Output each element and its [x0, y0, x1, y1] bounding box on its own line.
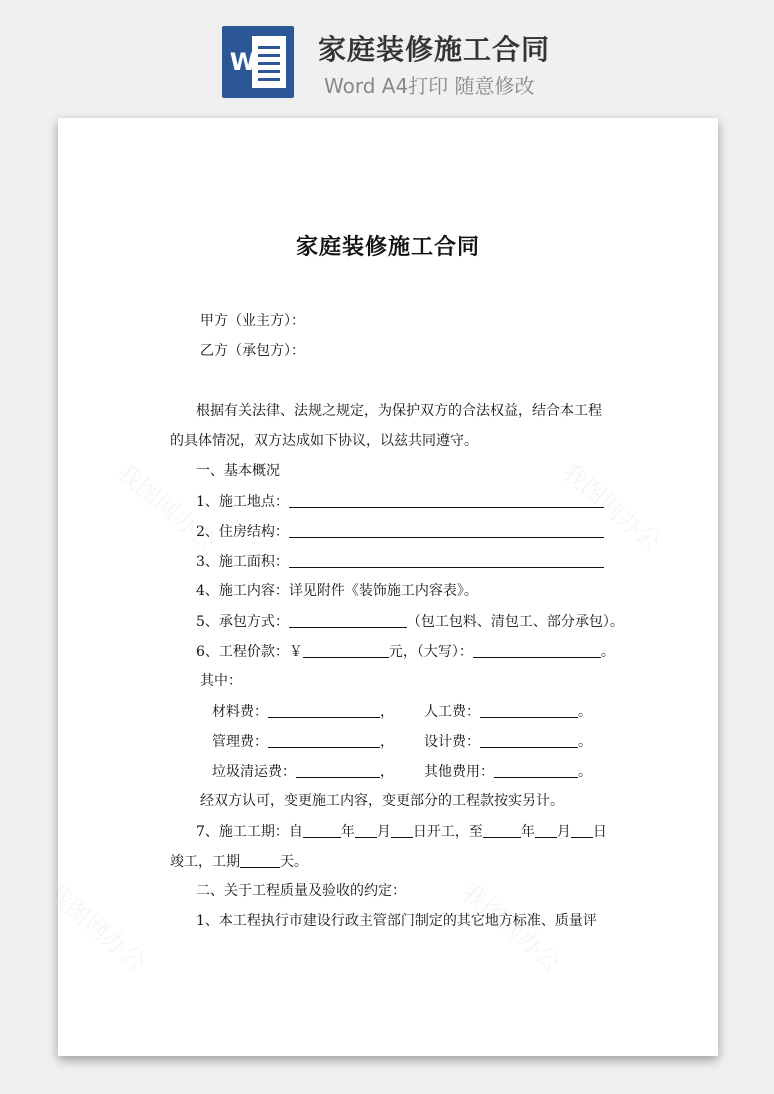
month-text: 月 [376, 824, 391, 840]
comma: ， [380, 764, 394, 780]
blank-field [303, 641, 389, 658]
structure-label: 2、住房结构： [196, 524, 289, 540]
document-title: 家庭装修施工合同 [295, 234, 480, 260]
section-heading: 二、关于工程质量及验收的约定： [196, 883, 406, 899]
word-logo-letter: W [229, 48, 257, 76]
blank-field [289, 491, 604, 508]
intro-paragraph-line: 的具体情况，双方达成如下协议，以兹共同遵守。 [170, 433, 478, 449]
watermark [58, 874, 155, 978]
period: 。 [578, 734, 592, 750]
comma: ， [380, 734, 394, 750]
other-label: 其他费用： [424, 764, 494, 780]
area-line [196, 551, 604, 572]
fee-line [212, 761, 394, 782]
quality-line: 1、本工程执行市建设行政主管部门制定的其它地方标准、质量评 [196, 913, 597, 929]
price-label: 6、工程价款：￥ [196, 644, 303, 660]
schedule-line [196, 821, 607, 842]
design-label: 设计费： [424, 734, 480, 750]
banner-header [0, 0, 774, 110]
contract-line [196, 611, 624, 632]
blank-field [289, 521, 604, 538]
days-text: 天。 [280, 854, 308, 870]
month-text: 月 [556, 824, 571, 840]
banner-subtitle: Word A4打印 随意修改 [324, 74, 535, 98]
blank-field [240, 851, 280, 868]
material-label: 材料费： [212, 704, 268, 720]
change-note-line: 经双方认可，变更施工内容，变更部分的工程款按实另计。 [200, 793, 564, 809]
blank-field [289, 611, 407, 628]
blank-field [480, 731, 578, 748]
site-line [196, 491, 604, 512]
structure-line [196, 521, 604, 542]
price-end: 。 [600, 644, 615, 660]
management-label: 管理费： [212, 734, 268, 750]
garbage-label: 垃圾清运费： [212, 764, 296, 780]
blank-field [391, 821, 413, 838]
price-line [196, 641, 615, 662]
blank-field [535, 821, 557, 838]
blank-field [296, 761, 380, 778]
contract-hint: （包工包料、清包工、部分承包）。 [406, 614, 624, 630]
blank-field [289, 551, 604, 568]
fee-line [424, 731, 592, 752]
blank-field [268, 731, 380, 748]
intro-paragraph-line: 根据有关法律、法规之规定，为保护双方的合法权益，结合本工程 [196, 403, 602, 419]
document-page [58, 118, 718, 1056]
among-line: 其中： [200, 673, 242, 689]
start-text: 日开工，至 [412, 824, 483, 840]
price-unit: 元，（大写）： [388, 644, 473, 660]
blank-field [473, 641, 601, 658]
period: 。 [578, 764, 592, 780]
content-line: 4、施工内容：详见附件《装饰施工内容表》。 [196, 583, 478, 599]
period-label: 7、施工工期：自 [196, 824, 303, 840]
blank-field [480, 701, 578, 718]
fee-line [424, 761, 592, 782]
word-logo-icon [222, 26, 294, 98]
blank-field [268, 701, 380, 718]
contract-label: 5、承包方式： [196, 614, 289, 630]
day-text: 日 [592, 824, 607, 840]
blank-field [303, 821, 341, 838]
labor-label: 人工费： [424, 704, 480, 720]
completion-text: 竣工，工期 [170, 854, 240, 870]
blank-field [571, 821, 593, 838]
year-text: 年 [340, 824, 355, 840]
banner-title: 家庭装修施工合同 [318, 33, 551, 66]
blank-field [494, 761, 578, 778]
blank-field [483, 821, 521, 838]
completion-line [170, 851, 308, 872]
year-text: 年 [520, 824, 535, 840]
comma: ， [380, 704, 394, 720]
fee-line [212, 731, 394, 752]
party-b-line: 乙方（承包方）： [200, 343, 305, 359]
blank-field [355, 821, 377, 838]
fee-line [212, 701, 394, 722]
fee-line [424, 701, 592, 722]
period: 。 [578, 704, 592, 720]
site-label: 1、施工地点： [196, 494, 289, 510]
area-label: 3、施工面积： [196, 554, 289, 570]
party-a-line: 甲方（业主方）： [200, 313, 305, 329]
section-heading: 一、基本概况 [196, 463, 280, 479]
